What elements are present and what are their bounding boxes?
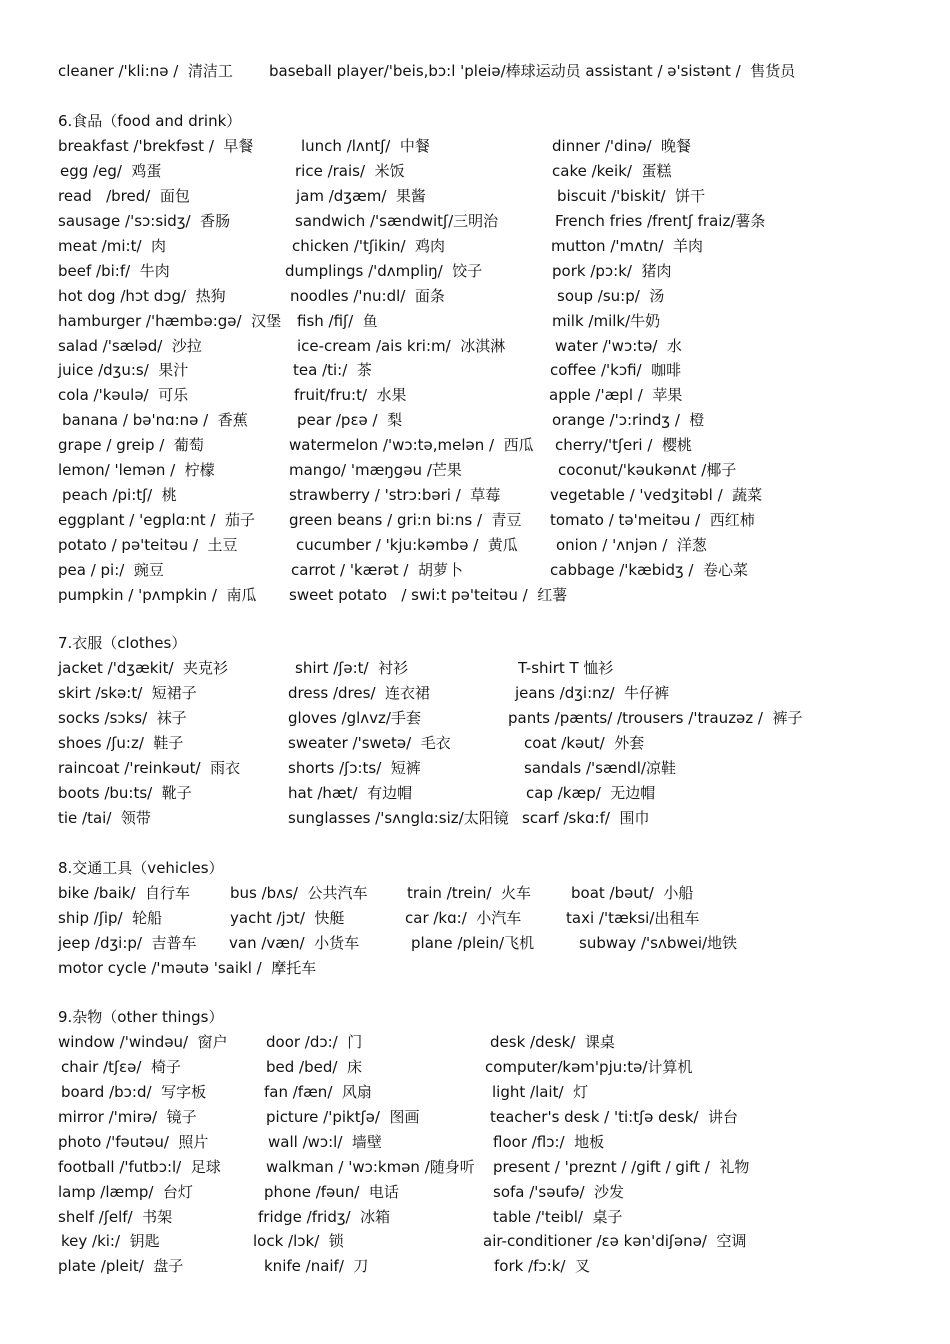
vocab-entry-coconut: coconut/'kəukənʌt /椰子 [558,461,737,479]
vocab-entry-eggplant: eggplant / 'egplɑ:nt / 茄子 [58,511,256,529]
vocab-entry-mango: mango/ 'mæŋgəu /芒果 [289,461,462,479]
vocab-entry-fruit: fruit/fru:t/ 水果 [294,386,407,404]
vocab-entry-egg: egg /eg/ 鸡蛋 [60,162,162,180]
vocab-entry-tie: tie /tai/ 领带 [58,809,151,827]
vocab-entry-photo: photo /'fəutəu/ 照片 [58,1133,209,1151]
vocab-entry-biscuit: biscuit /'biskit/ 饼干 [557,187,706,205]
vocab-entry-present: present / 'preznt / /gift / gift / 礼物 [493,1158,750,1176]
vocab-entry-bed: bed /bed/ 床 [266,1058,362,1076]
vocab-entry-pork: pork /pɔ:k/ 猪肉 [552,262,672,280]
vocab-entry-plate: plate /pleit/ 盘子 [58,1257,184,1275]
vocab-entry-vegetable: vegetable / 'vedʒitəbl / 蔬菜 [550,486,763,504]
vocab-entry-dumplings: dumplings /'dʌmpliŋ/ 饺子 [285,262,483,280]
vocab-entry-gloves: gloves /glʌvz/手套 [288,709,421,727]
vocab-entry-subway: subway /'sʌbwei/地铁 [579,934,738,952]
vocab-entry-jam: jam /dʒæm/ 果酱 [296,187,426,205]
vocab-entry-shorts: shorts /ʃɔ:ts/ 短裤 [288,759,421,777]
vocab-entry-window: window /'windəu/ 窗户 [58,1033,228,1051]
vocab-entry-bus: bus /bʌs/ 公共汽车 [230,884,368,902]
vocab-entry-cucumber: cucumber / 'kju:kəmbə / 黄瓜 [296,536,518,554]
vocab-entry-noodles: noodles /'nu:dl/ 面条 [290,287,445,305]
vocab-entry-fridge: fridge /fridʒ/ 冰箱 [258,1208,391,1226]
vocab-entry-watermelon: watermelon /'wɔ:tə,melən / 西瓜 [289,436,534,454]
vocab-entry-grape: grape / greip / 葡萄 [58,436,204,454]
vocab-entry-motor-cycle: motor cycle /'məutə 'saikl / 摩托车 [58,959,317,977]
vocab-entry-chair: chair /tʃɛə/ 椅子 [61,1058,181,1076]
vocab-entry-cola: cola /'kəulə/ 可乐 [58,386,189,404]
vocab-entry-sunglasses: sunglasses /'sʌnglɑ:siz/太阳镜 [288,809,509,827]
top-entry-baseball-player: baseball player/'beis,bɔ:l 'pleiə/棒球运动员 assistant / ə'sistənt / 售货员 [269,62,796,80]
section-heading-clothes: 7.衣服（clothes） [58,634,187,652]
vocab-entry-rice: rice /rais/ 米饭 [295,162,405,180]
vocab-entry-tea: tea /ti:/ 茶 [293,361,372,379]
top-entry-cleaner: cleaner /'kli:nə / 清洁工 [58,62,233,80]
vocab-entry-lamp: lamp /læmp/ 台灯 [58,1183,193,1201]
vocab-entry-light: light /lait/ 灯 [492,1083,589,1101]
vocab-entry-sofa: sofa /'səufə/ 沙发 [493,1183,625,1201]
vocab-entry-pear: pear /pɛə / 梨 [297,411,403,429]
vocab-entry-salad: salad /'sæləd/ 沙拉 [58,337,202,355]
vocab-entry-onion: onion / 'ʌnjən / 洋葱 [556,536,707,554]
vocab-entry-van: van /væn/ 小货车 [229,934,360,952]
vocab-entry-shoes: shoes /ʃu:z/ 鞋子 [58,734,184,752]
vocab-entry-key: key /ki:/ 钥匙 [61,1232,160,1250]
vocab-entry-potato: potato / pə'teitəu / 土豆 [58,536,238,554]
vocab-entry-milk: milk /milk/牛奶 [552,312,661,330]
vocab-entry-desk: desk /desk/ 课桌 [490,1033,615,1051]
vocab-entry-wall: wall /wɔ:l/ 墙壁 [268,1133,382,1151]
vocab-entry-green-beans: green beans / gri:n bi:ns / 青豆 [289,511,522,529]
vocab-entry-beef: beef /bi:f/ 牛肉 [58,262,170,280]
vocab-entry-socks: socks /sɔks/ 袜子 [58,709,187,727]
vocab-entry-boots: boots /bu:ts/ 靴子 [58,784,192,802]
vocab-entry-phone: phone /fəun/ 电话 [264,1183,399,1201]
vocab-entry-carrot: carrot / 'kærət / 胡萝卜 [291,561,464,579]
vocab-entry-computer: computer/kəm'pju:tə/计算机 [485,1058,693,1076]
vocab-entry-coffee: coffee /'kɔfi/ 咖啡 [550,361,682,379]
vocab-entry-read: read /bred/ 面包 [58,187,190,205]
vocab-entry-teacher-s-desk: teacher's desk / 'ti:tʃə desk/ 讲台 [490,1108,738,1126]
vocab-entry-water: water /'wɔ:tə/ 水 [555,337,682,355]
vocab-entry-pea: pea / pi:/ 豌豆 [58,561,164,579]
vocab-entry-cabbage: cabbage /'kæbidʒ / 卷心菜 [550,561,749,579]
vocab-entry-mutton: mutton /'mʌtn/ 羊肉 [551,237,703,255]
vocab-entry-cap: cap /kæp/ 无边帽 [526,784,656,802]
vocab-entry-dress: dress /dres/ 连衣裙 [288,684,431,702]
vocab-entry-tomato: tomato / tə'meitəu / 西红柿 [550,511,755,529]
vocab-entry-car: car /kɑ:/ 小汽车 [405,909,522,927]
vocab-entry-fish: fish /fiʃ/ 鱼 [297,312,378,330]
vocab-entry-sweet-potato: sweet potato / swi:t pə'teitəu / 红薯 [289,586,568,604]
vocab-entry-jeans: jeans /dʒi:nz/ 牛仔裤 [515,684,670,702]
vocab-entry-knife: knife /naif/ 刀 [264,1257,369,1275]
vocab-entry-yacht: yacht /jɔt/ 快艇 [230,909,345,927]
vocab-entry-dinner: dinner /'dinə/ 晚餐 [552,137,692,155]
vocab-entry-train: train /trein/ 火车 [407,884,531,902]
vocab-entry-chicken: chicken /'tʃikin/ 鸡肉 [292,237,446,255]
vocab-entry-mirror: mirror /'mirə/ 镜子 [58,1108,197,1126]
vocab-entry-ice-cream: ice-cream /ais kri:m/ 冰淇淋 [297,337,506,355]
vocab-entry-football: football /'futbɔ:l/ 足球 [58,1158,221,1176]
vocab-entry-fork: fork /fɔ:k/ 叉 [494,1257,590,1275]
vocab-entry-shelf: shelf /ʃelf/ 书架 [58,1208,173,1226]
vocab-entry-air-conditioner: air-conditioner /ɛə kən'diʃənə/ 空调 [483,1232,747,1250]
vocab-entry-ship: ship /ʃip/ 轮船 [58,909,163,927]
vocab-entry-fan: fan /fæn/ 风扇 [264,1083,372,1101]
vocab-entry-sandals: sandals /'sændl/凉鞋 [524,759,676,777]
vocab-entry-floor: floor /flɔ:/ 地板 [493,1133,605,1151]
vocab-entry-jeep: jeep /dʒi:p/ 吉普车 [58,934,197,952]
vocab-entry-bike: bike /baik/ 自行车 [58,884,191,902]
vocab-entry-plane: plane /plein/飞机 [411,934,535,952]
vocab-entry-scarf: scarf /skɑ:f/ 围巾 [522,809,650,827]
vocab-entry-cherry: cherry/'tʃeri / 樱桃 [555,436,692,454]
vocab-entry-table: table /'teibl/ 桌子 [493,1208,623,1226]
vocab-entry-lock: lock /lɔk/ 锁 [253,1232,344,1250]
vocab-entry-taxi: taxi /'tæksi/出租车 [566,909,700,927]
vocab-entry-hot-dog: hot dog /hɔt dɔg/ 热狗 [58,287,226,305]
vocab-entry-breakfast: breakfast /'brekfəst / 早餐 [58,137,254,155]
vocab-entry-sweater: sweater /'swetə/ 毛衣 [288,734,451,752]
vocab-entry-picture: picture /'piktʃə/ 图画 [266,1108,420,1126]
vocab-entry-apple: apple /'æpl / 苹果 [549,386,683,404]
vocab-entry-lemon: lemon/ 'lemən / 柠檬 [58,461,215,479]
section-heading-vehicles: 8.交通工具（vehicles） [58,859,224,877]
vocab-entry-meat: meat /mi:t/ 肉 [58,237,167,255]
vocab-entry-boat: boat /bəut/ 小船 [571,884,694,902]
section-heading-other: 9.杂物（other things） [58,1008,224,1026]
vocab-entry-sausage: sausage /'sɔ:sidʒ/ 香肠 [58,212,231,230]
vocab-entry-strawberry: strawberry / 'strɔ:bəri / 草莓 [289,486,501,504]
vocab-entry-hat: hat /hæt/ 有边帽 [288,784,413,802]
vocab-entry-pants: pants /pænts/ /trousers /'trauzəz / 裤子 [508,709,803,727]
vocab-entry-walkman: walkman / 'wɔ:kmən /随身听 [266,1158,475,1176]
vocab-entry-board: board /bɔ:d/ 写字板 [61,1083,207,1101]
vocab-entry-raincoat: raincoat /'reinkəut/ 雨衣 [58,759,241,777]
vocab-entry-sandwich: sandwich /'sændwitʃ/三明治 [295,212,499,230]
vocab-entry-shirt: shirt /ʃə:t/ 衬衫 [295,659,409,677]
vocab-entry-cake: cake /keik/ 蛋糕 [552,162,672,180]
vocab-entry-juice: juice /dʒu:s/ 果汁 [58,361,189,379]
vocab-entry-door: door /dɔ:/ 门 [266,1033,363,1051]
vocab-entry-french-fries: French fries /frentʃ fraiz/薯条 [555,212,766,230]
vocab-entry-pumpkin: pumpkin / 'pʌmpkin / 南瓜 [58,586,257,604]
vocab-entry-lunch: lunch /lʌntʃ/ 中餐 [301,137,430,155]
vocab-entry-skirt: skirt /skə:t/ 短裙子 [58,684,197,702]
vocab-entry-t-shirt-t: T-shirt T 恤衫 [518,659,614,677]
vocab-entry-jacket: jacket /'dʒækit/ 夹克衫 [58,659,229,677]
section-heading-food: 6.食品（food and drink） [58,112,242,130]
vocab-entry-peach: peach /pi:tʃ/ 桃 [62,486,177,504]
vocab-entry-hamburger: hamburger /'hæmbə:gə/ 汉堡 [58,312,282,330]
vocab-entry-soup: soup /su:p/ 汤 [557,287,665,305]
vocab-entry-banana: banana / bə'nɑ:nə / 香蕉 [62,411,248,429]
vocab-entry-coat: coat /kəut/ 外套 [524,734,645,752]
vocab-entry-orange: orange /'ɔ:rindʒ / 橙 [552,411,705,429]
